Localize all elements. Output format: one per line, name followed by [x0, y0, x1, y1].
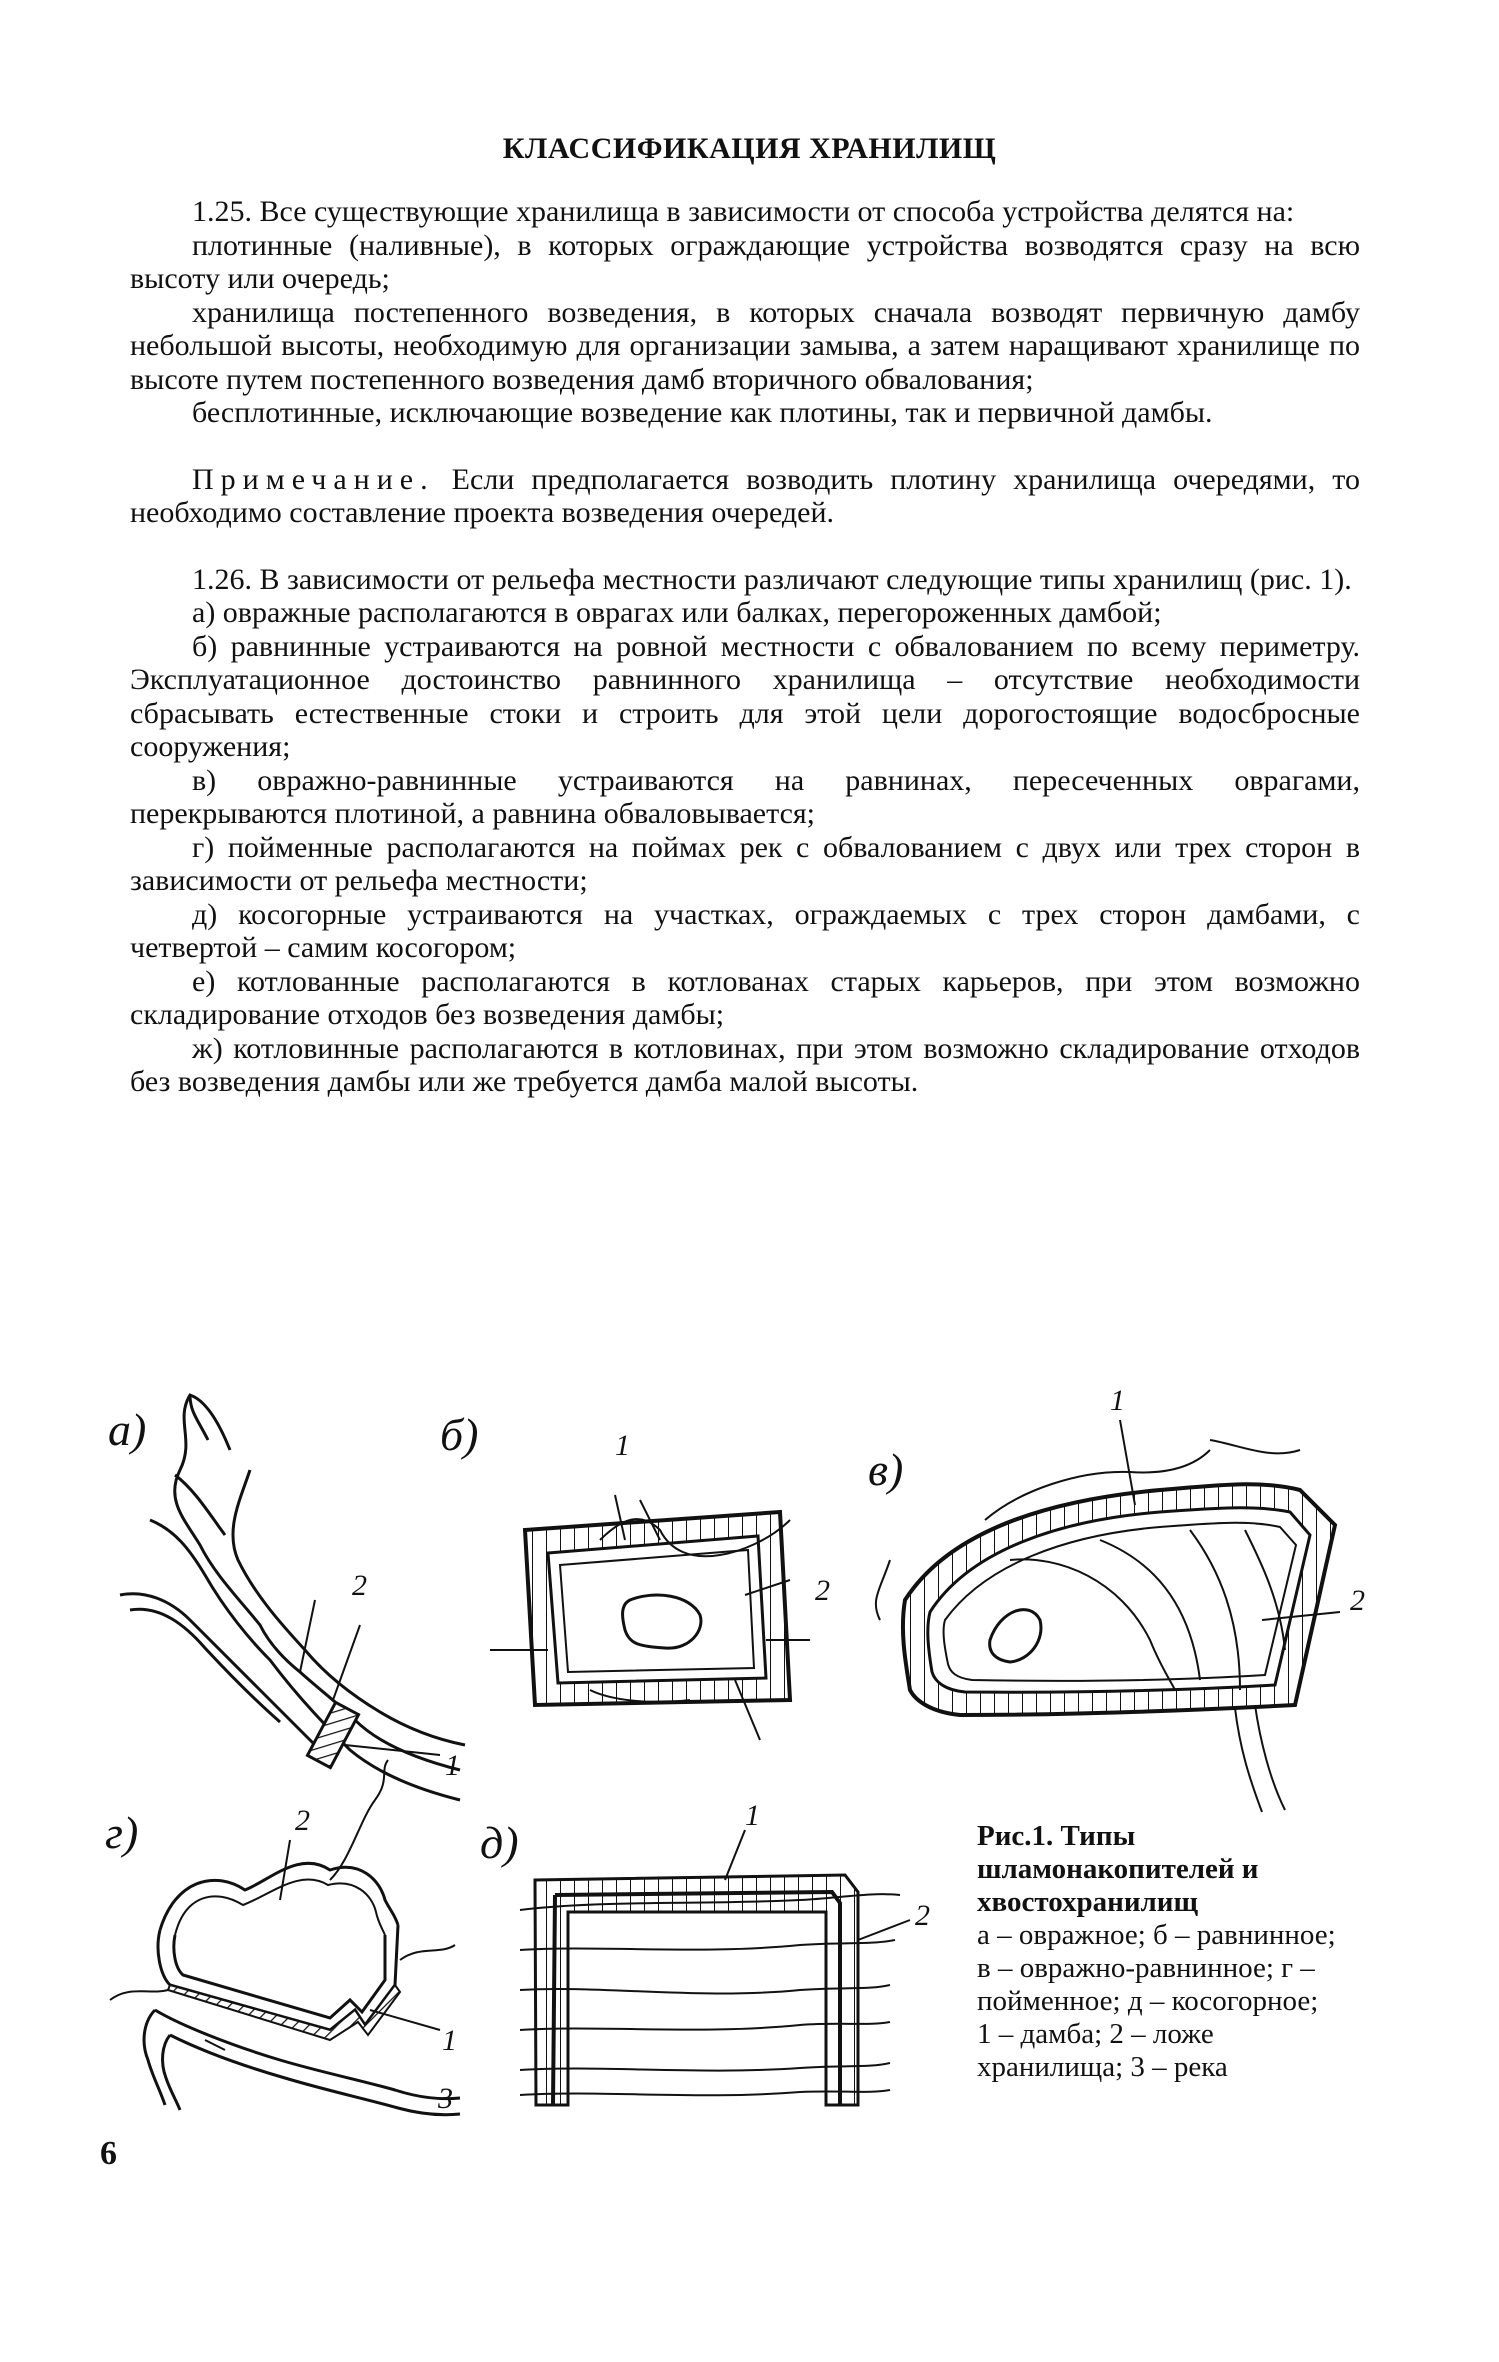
figure-d-hillside: [520, 1830, 910, 2105]
type-b-plain: б) равнинные устраиваются на ровной местности с обвалованием по всему периметру. Эксплуатационное достоинство равнинного хранилища – отсутствие необходимости сбрасывать естественные стоки и строить для этой цели дорогостоящие водосбросные сооружения;: [130, 629, 1360, 763]
figure-label-v: в): [868, 1444, 904, 1495]
figure-label-g: г): [105, 1807, 139, 1858]
page-title: КЛАССИФИКАЦИЯ ХРАНИЛИЩ: [502, 132, 997, 165]
figure-caption: [977, 1820, 1337, 2084]
type-v-ravine-plain: в) овражно-равнинные устраиваются на равнинах, пересеченных оврагами, перекрываются плотиной, а равнина обваловывается;: [130, 763, 1360, 830]
figure-a-ravine: [120, 1395, 465, 1800]
caption-body: а – овражное; б – равнинное; в – овражно-равнинное; г – пойменное; д – косогорное; 1 – дамба; 2 – ложе хранилища; 3 – река: [977, 1919, 1336, 2083]
label-v-2: 2: [1350, 1584, 1365, 1617]
figure-v-ravine-plain: [876, 1420, 1340, 1812]
label-g-3: 3: [438, 2082, 453, 2115]
paragraph-1-25: 1.25. Все существующие хранилища в зависимости от способа устройства делятся на:: [192, 195, 1295, 228]
note-text: Если предполагается возводить плотину хранилища очередями, то необходимо составление проекта возведения очередей.: [130, 462, 1360, 529]
label-g-1: 1: [442, 2024, 457, 2057]
label-b-2: 2: [815, 1574, 830, 1607]
label-a-1: 1: [445, 1749, 460, 1782]
paragraph-1-26: 1.26. В зависимости от рельефа местности различают следующие типы хранилищ (рис. 1).: [192, 562, 1352, 596]
figure-label-b: б): [440, 1409, 479, 1460]
label-b-1: 1: [615, 1429, 630, 1462]
caption-title: Рис.1. Типы шламонакопителей и хвостохранилищ: [977, 1820, 1259, 1918]
figure-g-floodplain: [110, 1760, 460, 2115]
page-number: 6: [100, 2135, 117, 2172]
paragraph-nodam-storage: бесплотинные, исключающие возведение как плотины, так и первичной дамбы.: [192, 396, 1213, 429]
type-a-ravine: а) овражные располагаются в оврагах или балках, перегороженных дамбой;: [192, 596, 1162, 629]
label-v-1: 1: [1110, 1384, 1125, 1417]
label-d-1: 1: [745, 1799, 760, 1832]
type-g-floodplain: г) пойменные располагаются на поймах рек с обвалованием с двух или трех сторон в зависимости от рельефа местности;: [130, 830, 1360, 897]
figure-b-plain: [490, 1495, 810, 1740]
figure-label-d: д): [480, 1817, 519, 1868]
label-a-2: 2: [352, 1569, 367, 1602]
type-e-pit: е) котлованные располагаются в котлованах старых карьеров, при этом возможно складирование отходов без возведения дамбы;: [130, 964, 1360, 1031]
type-d-hillside: д) косогорные устраиваются на участках, ограждаемых с трех сторон дамбами, с четвертой – самим косогором;: [130, 897, 1360, 964]
type-zh-basin: ж) котловинные располагаются в котловинах, при этом возможно складирование отходов без возведения дамбы или же требуется дамба малой высоты.: [130, 1031, 1360, 1098]
paragraph-dam-storage: плотинные (наливные), в которых ограждающие устройства возводятся сразу на всю высоту или очередь;: [130, 228, 1360, 295]
label-g-2: 2: [295, 1804, 310, 1837]
figure-label-a: а): [108, 1404, 147, 1455]
label-d-2: 2: [915, 1899, 930, 1932]
note-label: Примечание.: [192, 462, 435, 496]
paragraph-gradual-storage: хранилища постепенного возведения, в которых сначала возводят первичную дамбу небольшой высоты, необходимую для организации замыва, а затем наращивают хранилище по высоте путем постепенного возведения дамб вторичного обвалования;: [130, 295, 1360, 396]
